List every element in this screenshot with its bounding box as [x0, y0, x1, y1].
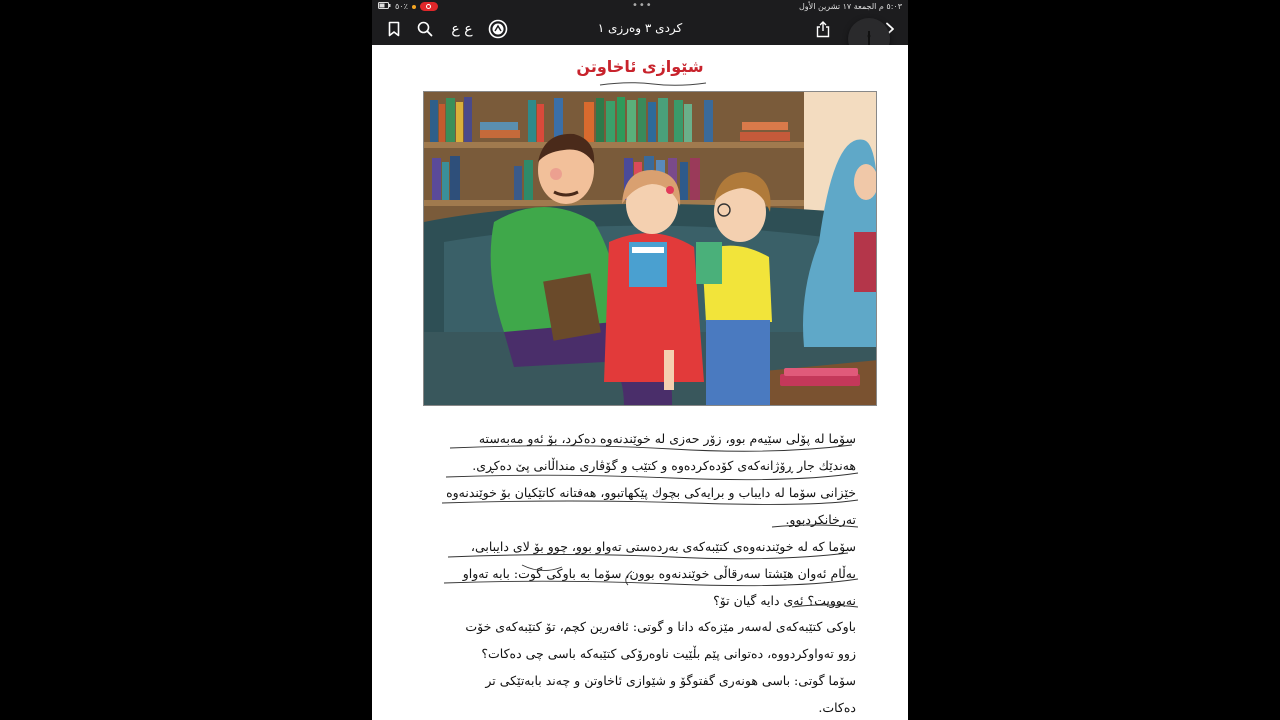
status-left	[378, 2, 438, 11]
share-icon[interactable]	[812, 18, 834, 40]
text-line: نەبوویت؟ ئەی دایە گیان تۆ؟	[713, 593, 856, 608]
text-line: سۆما گوتی: باسی هونەری گفتوگۆ و شێوازی ئاخاوتن و چەند بابەتێکی تر	[485, 673, 856, 688]
paragraph-2	[442, 533, 856, 614]
search-icon[interactable]	[414, 18, 436, 40]
battery-icon	[378, 2, 391, 11]
font-settings-button[interactable]: ع ع	[451, 21, 473, 37]
illustration-svg	[424, 92, 877, 406]
screen-record-icon[interactable]	[420, 2, 438, 11]
text-line: تەرخانکردبوو.	[785, 512, 856, 527]
status-datetime: ٥:٠٣ م الجمعة ١٧ تشرين الأول	[798, 2, 902, 11]
status-bar	[372, 0, 908, 14]
battery-percent: ٥٠٪	[395, 2, 408, 11]
text-line: هەندێك جار ڕۆژانەکەی کۆدەکردەوە و کتێب و گۆڤاری منداڵانی پێ دەکڕی.	[472, 458, 856, 473]
text-line: بەڵام ئەوان هێشتا سەرقاڵی خوێندنەوە بوون، سۆما بە باوکی گوت: بابە تەواو	[462, 566, 856, 581]
lesson-title: شێوازی ئاخاوتن	[576, 57, 704, 76]
ipad-screen	[372, 0, 908, 720]
paragraph-1	[442, 425, 856, 533]
text-line: خێزانی سۆما لە دایباب و برایەکی بچوك پێکهاتبوو، هەفتانە کاتێکیان بۆ خوێندنەوە	[446, 485, 856, 500]
text-line: سۆما کە لە خوێندنەوەی کتێبەکەی بەردەستی تەواو بوو، چوو بۆ لای دایبابی،	[470, 539, 856, 554]
book-title: کردی ٣ وەرزی ١	[597, 21, 683, 35]
reader-toolbar	[372, 14, 908, 45]
family-reading-illustration	[423, 91, 877, 406]
circle-badge-icon[interactable]	[486, 18, 510, 40]
multitask-dots-icon[interactable]: •••	[632, 0, 653, 11]
text-line: دەکات.	[818, 700, 856, 715]
text-line: سۆما لە پۆلی سێیەم بوو، زۆر حەزی لە خوێندنەوە دەکرد، بۆ ئەو مەبەستە	[478, 431, 856, 446]
paragraph-3	[442, 613, 856, 667]
text-line: باوکی کتێبەکەی لەسەر مێزەکە دانا و گوتی: ئافەرین کچم، تۆ کتێبەکەی خۆت	[465, 619, 856, 634]
title-underline-decoration	[598, 79, 708, 89]
orange-dot-icon	[412, 5, 416, 9]
bookmark-icon[interactable]	[384, 18, 404, 40]
text-line: زوو تەواوکردووە، دەتوانی پێم بڵێیت ناوەرۆکی کتێبەکە باسی چی دەکات؟	[481, 646, 856, 661]
book-page[interactable]	[372, 45, 908, 720]
paragraph-4	[442, 667, 856, 720]
